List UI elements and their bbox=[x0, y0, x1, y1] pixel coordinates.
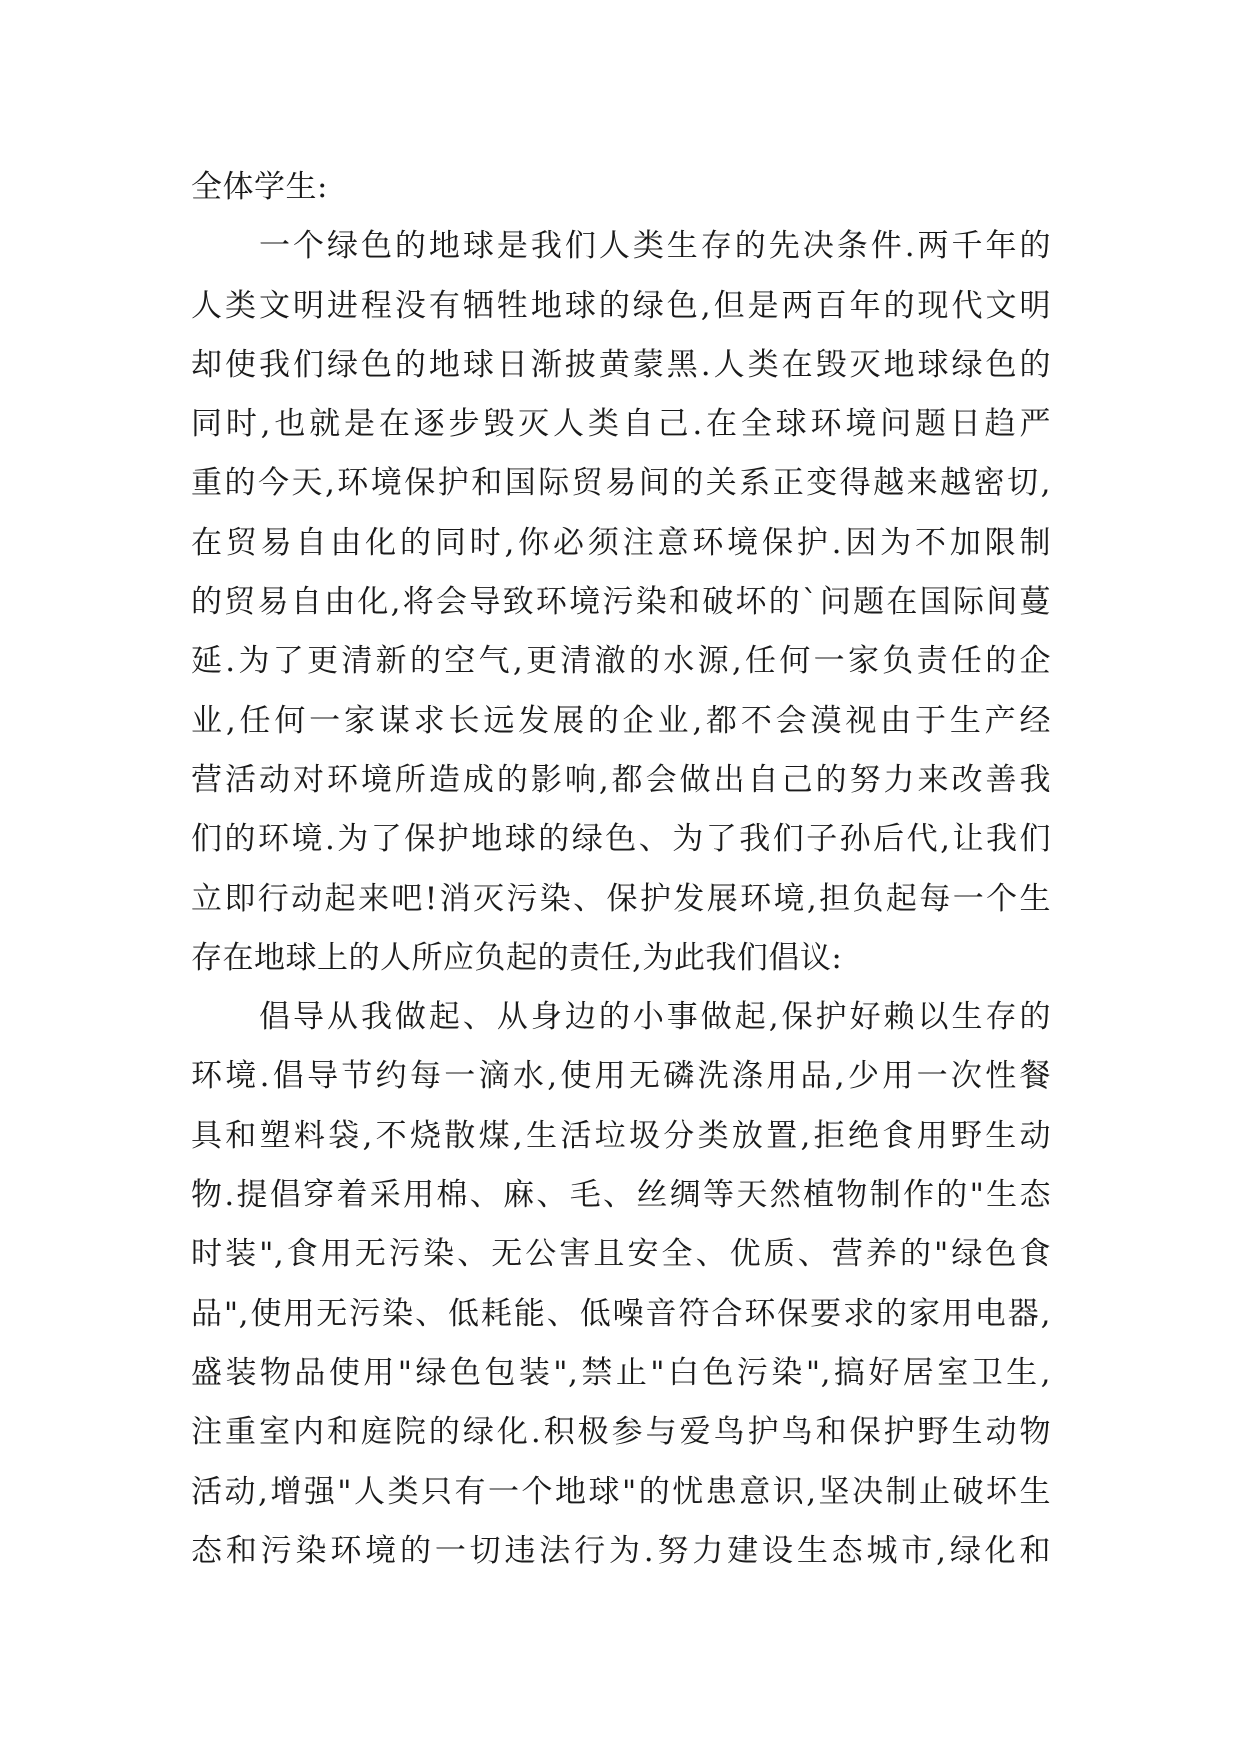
paragraph-1-line: 存在地球上的人所应负起的责任,为此我们倡议: bbox=[191, 939, 843, 976]
paragraph-1-line: 延.为了更清新的空气,更清澈的水源,任何一家负责任的企 bbox=[191, 643, 1051, 680]
paragraph-2-line: 态和污染环境的一切违法行为.努力建设生态城市,绿化和 bbox=[191, 1532, 1051, 1569]
paragraph-1-line: 立即行动起来吧!消灭污染、保护发展环境,担负起每一个生 bbox=[191, 880, 1051, 917]
paragraph-1-line: 一个绿色的地球是我们人类生存的先决条件.两千年的 bbox=[259, 228, 1051, 265]
paragraph-1-line: 营活动对环境所造成的影响,都会做出自己的努力来改善我 bbox=[191, 761, 1051, 798]
paragraph-1-line: 同时,也就是在逐步毁灭人类自己.在全球环境问题日趋严 bbox=[191, 406, 1051, 443]
paragraph-2-line: 环境.倡导节约每一滴水,使用无磷洗涤用品,少用一次性餐 bbox=[191, 1058, 1051, 1095]
salutation: 全体学生: bbox=[191, 169, 328, 205]
paragraph-1-line: 的贸易自由化,将会导致环境污染和破坏的`问题在国际间蔓 bbox=[191, 584, 1051, 621]
paragraph-1-line: 们的环境.为了保护地球的绿色、为了我们子孙后代,让我们 bbox=[191, 821, 1051, 858]
paragraph-2-line: 具和塑料袋,不烧散煤,生活垃圾分类放置,拒绝食用野生动 bbox=[191, 1117, 1051, 1154]
paragraph-2-line: 盛装物品使用"绿色包装",禁止"白色污染",搞好居室卫生, bbox=[191, 1354, 1051, 1391]
document-body bbox=[191, 158, 1051, 1581]
paragraph-1-line: 却使我们绿色的地球日渐披黄蒙黑.人类在毁灭地球绿色的 bbox=[191, 346, 1051, 383]
paragraph-2-line: 时装",食用无污染、无公害且安全、优质、营养的"绿色食 bbox=[191, 1236, 1051, 1273]
paragraph-2-line: 倡导从我做起、从身边的小事做起,保护好赖以生存的 bbox=[259, 999, 1051, 1036]
paragraph-2-line: 物.提倡穿着采用棉、麻、毛、丝绸等天然植物制作的"生态 bbox=[191, 1177, 1051, 1214]
paragraph-1-line: 人类文明进程没有牺牲地球的绿色,但是两百年的现代文明 bbox=[191, 287, 1051, 324]
paragraph-2-line: 活动,增强"人类只有一个地球"的忧患意识,坚决制止破坏生 bbox=[191, 1473, 1051, 1510]
paragraph-1-line: 重的今天,环境保护和国际贸易间的关系正变得越来越密切, bbox=[191, 465, 1051, 502]
paragraph-1-line: 业,任何一家谋求长远发展的企业,都不会漠视由于生产经 bbox=[191, 702, 1051, 739]
paragraph-2-line: 注重室内和庭院的绿化.积极参与爱鸟护鸟和保护野生动物 bbox=[191, 1414, 1051, 1451]
paragraph-2-line: 品",使用无污染、低耗能、低噪音符合环保要求的家用电器, bbox=[191, 1295, 1051, 1332]
paragraph-1-line: 在贸易自由化的同时,你必须注意环境保护.因为不加限制 bbox=[191, 524, 1051, 561]
